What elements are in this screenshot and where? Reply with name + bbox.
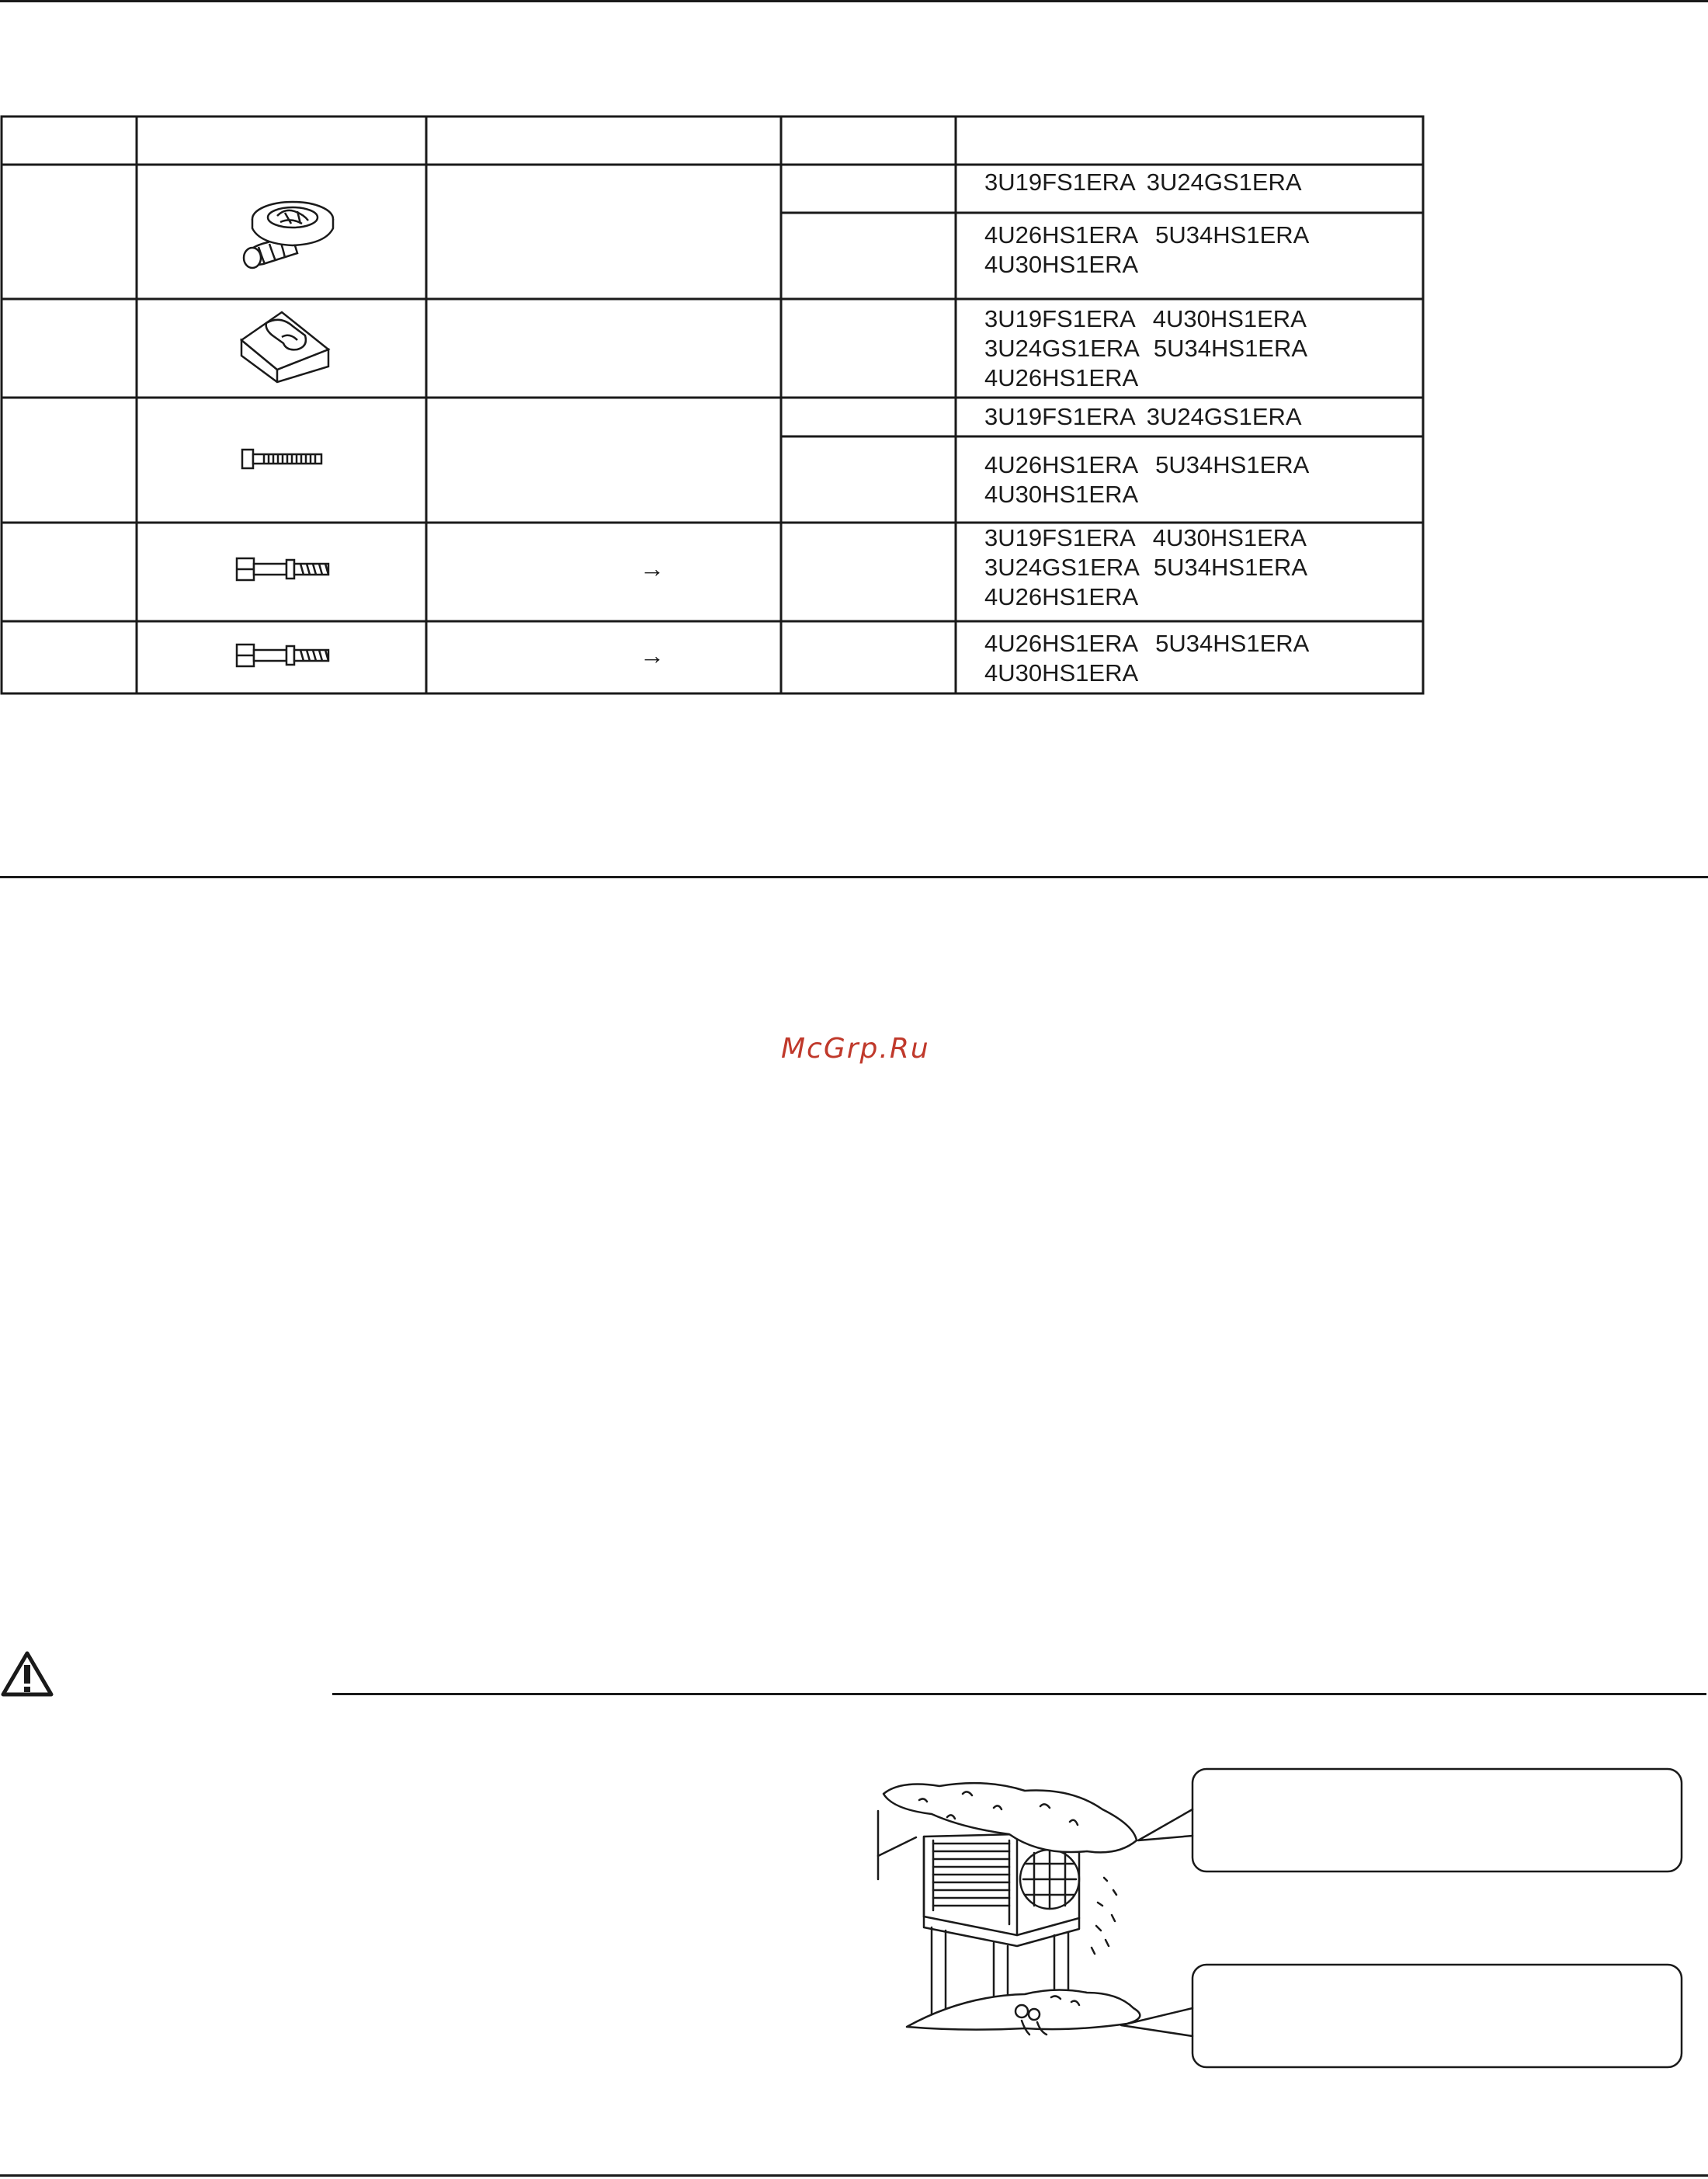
- drain-elbow-icon: [237, 186, 338, 272]
- model-list: 3U19FS1ERA 3U24GS1ERA: [984, 403, 1302, 430]
- model-list: 3U19FS1ERA 4U30HS1ERA 3U24GS1ERA 5U34HS1ERA 4U26HS1ERA: [984, 305, 1308, 391]
- watermark: McGrp.Ru: [781, 1033, 930, 1065]
- outdoor-unit-snow-illustration: [870, 1763, 1692, 2073]
- model-list: 3U19FS1ERA 4U30HS1ERA 3U24GS1ERA 5U34HS1ERA 4U26HS1ERA: [984, 524, 1308, 610]
- warning-triangle-icon: [0, 1649, 54, 1698]
- model-list: 3U19FS1ERA 3U24GS1ERA: [984, 169, 1302, 196]
- bottom-rule: [0, 2174, 1708, 2177]
- adapter-union-icon: [235, 643, 336, 669]
- rubber-cap-icon: [235, 304, 336, 382]
- bolt-icon: [241, 448, 326, 471]
- arrow-glyph: →: [640, 641, 665, 669]
- model-list: 4U26HS1ERA 5U34HS1ERA 4U30HS1ERA: [984, 630, 1310, 686]
- arrow-glyph: →: [640, 554, 665, 582]
- model-list: 4U26HS1ERA 5U34HS1ERA 4U30HS1ERA: [984, 221, 1310, 278]
- model-list: 4U26HS1ERA 5U34HS1ERA 4U30HS1ERA: [984, 451, 1310, 508]
- caution-rule: [332, 1693, 1706, 1695]
- adapter-union-icon: [235, 557, 336, 583]
- section-divider: [0, 876, 1708, 878]
